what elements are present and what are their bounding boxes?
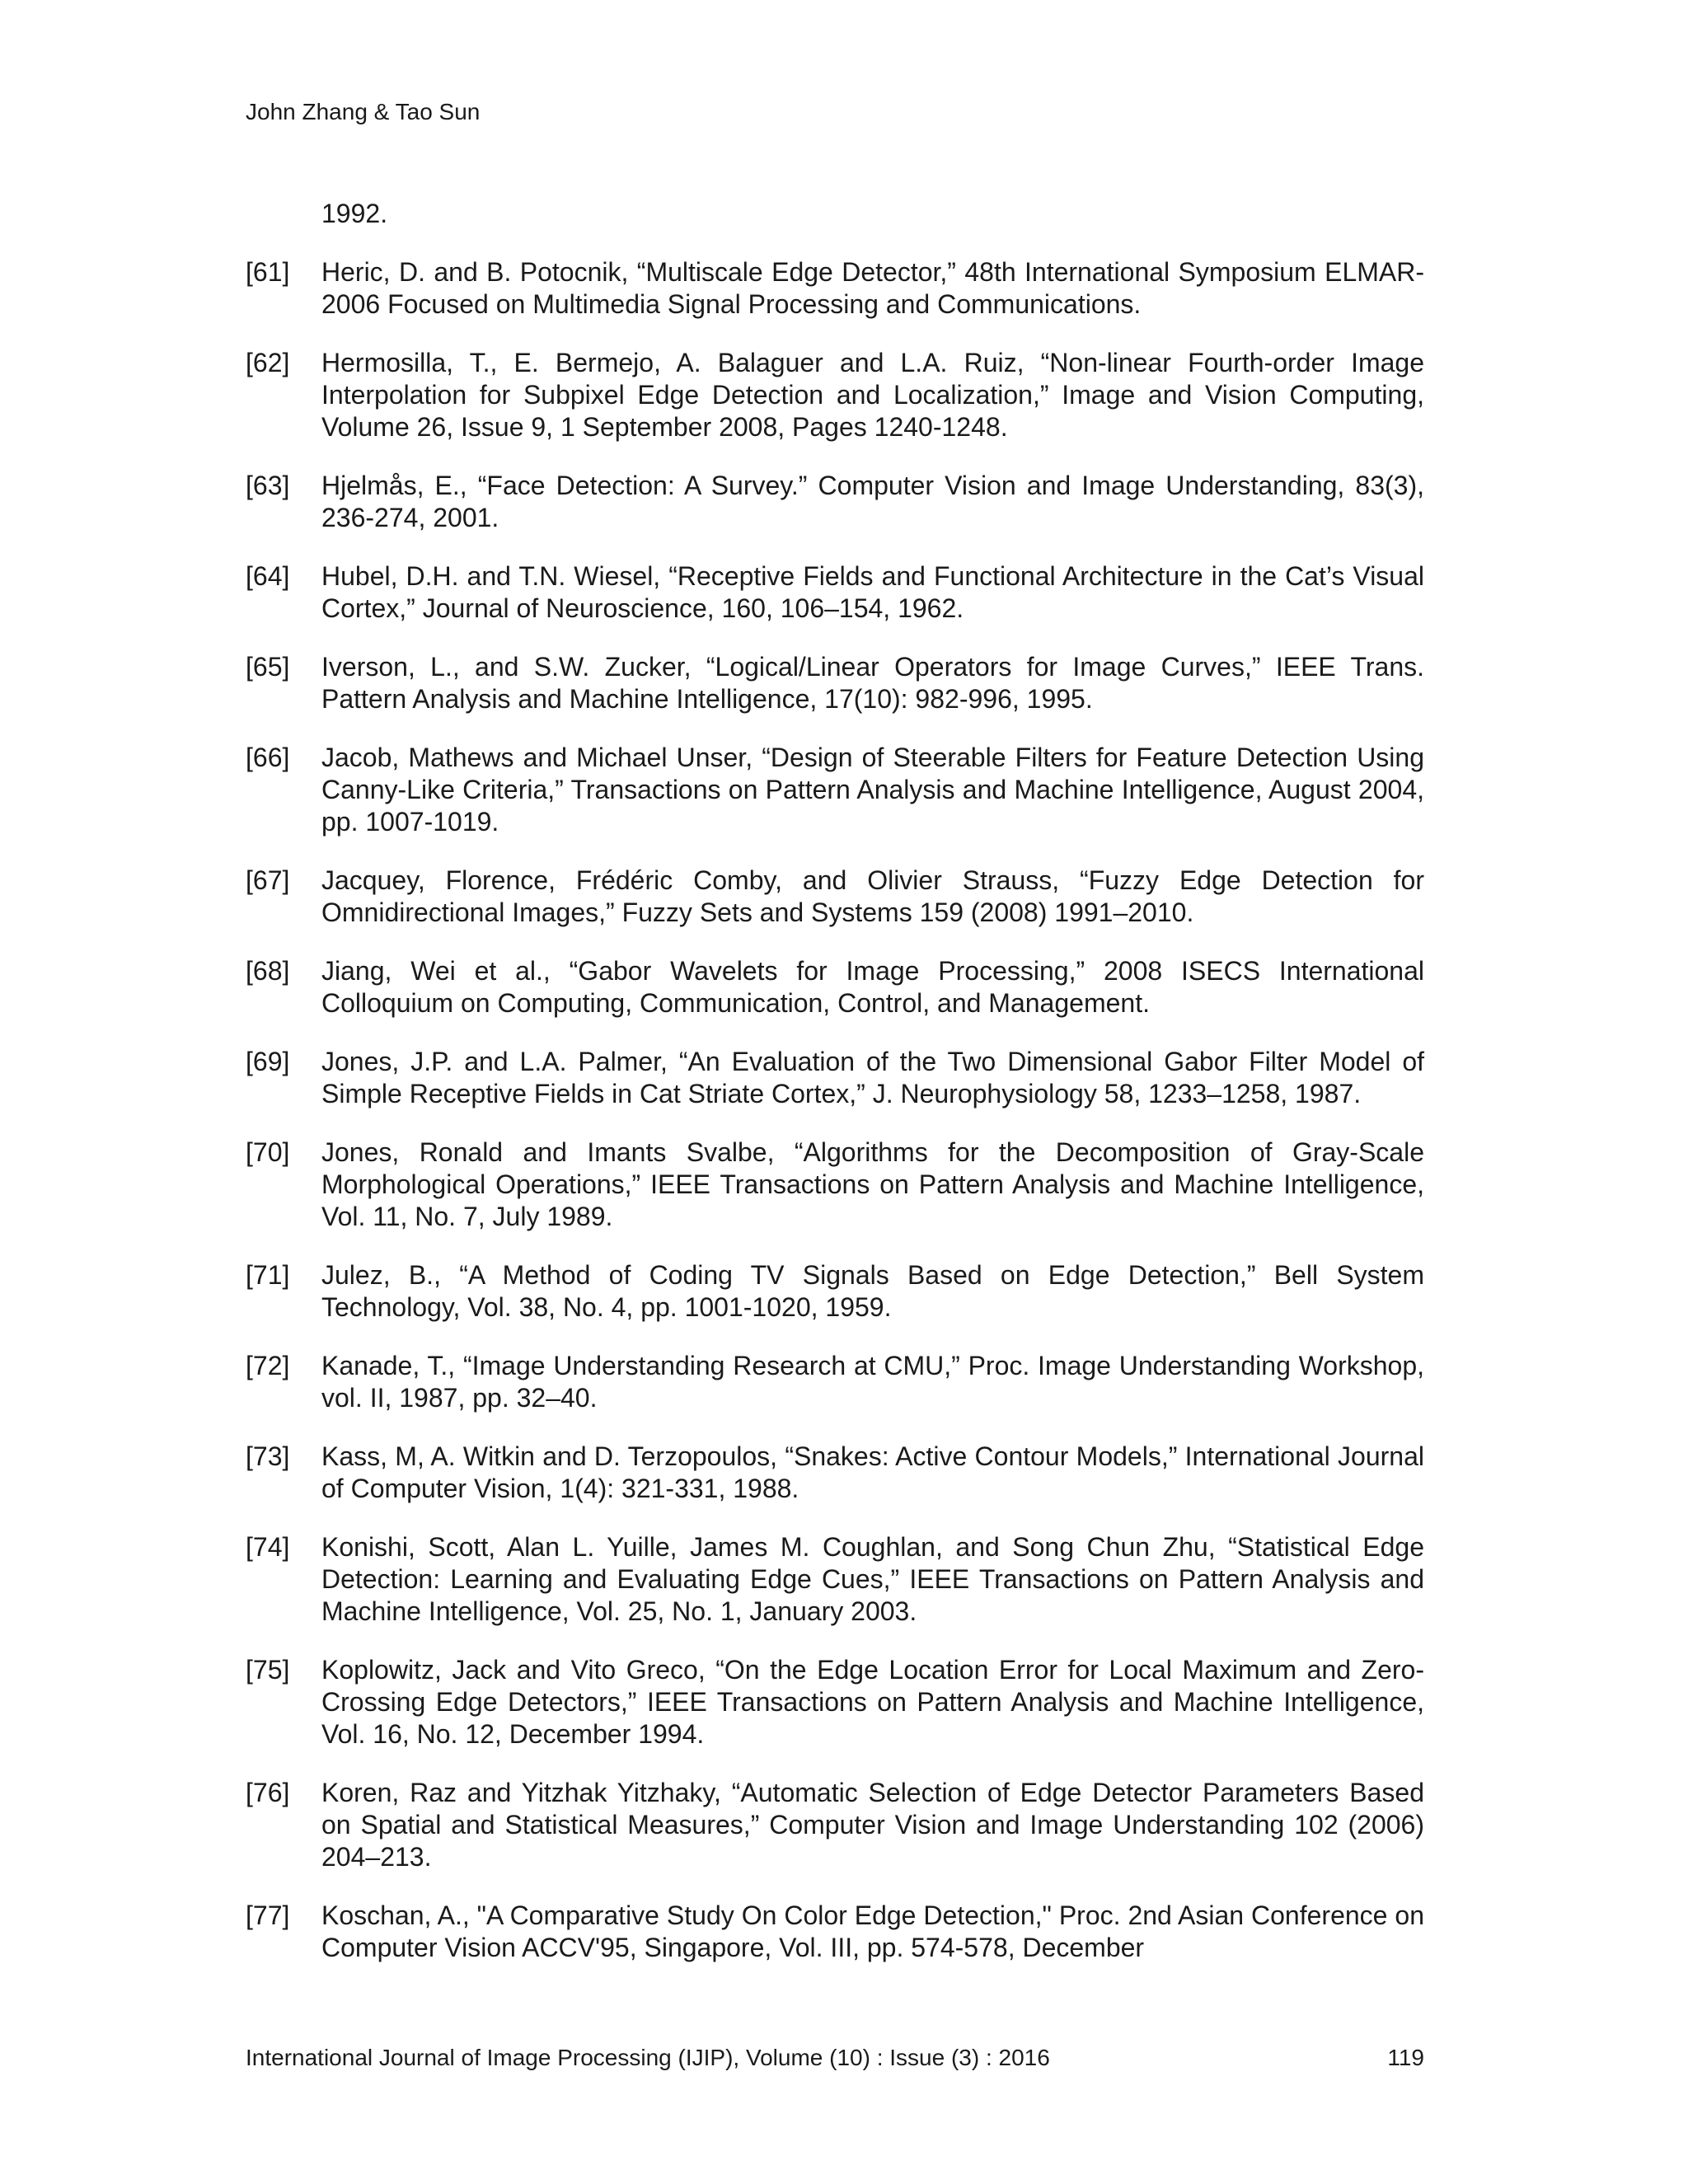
reference-item [246, 1531, 1424, 1628]
reference-item [246, 742, 1424, 838]
reference-item [246, 865, 1424, 929]
reference-number: [70] [246, 1137, 290, 1167]
reference-number: [65] [246, 652, 290, 682]
reference-item [246, 347, 1424, 443]
reference-item [246, 1441, 1424, 1505]
reference-text: Heric, D. and B. Potocnik, “Multiscale Edge Detector,” 48th International Symposium ELMAR-2006 Focused on Multimedia Signal Processing and Communications. [321, 257, 1424, 319]
reference-number: [69] [246, 1047, 290, 1076]
reference-continuation: 1992. [321, 199, 388, 228]
reference-number: [64] [246, 561, 290, 591]
reference-item [246, 560, 1424, 625]
reference-text: Koschan, A., "A Comparative Study On Color Edge Detection," Proc. 2nd Asian Conference on Computer Vision ACCV'95, Singapore, Vol. III, pp. 574-578, December [321, 1900, 1424, 1962]
reference-number: [68] [246, 956, 290, 986]
reference-number: [76] [246, 1778, 290, 1807]
reference-text: Koren, Raz and Yitzhak Yitzhaky, “Automatic Selection of Edge Detector Parameters Based on Spatial and Statistical Measures,” Computer Vision and Image Understanding 102 (2006) 204–213. [321, 1778, 1424, 1872]
reference-text: Jacob, Mathews and Michael Unser, “Design of Steerable Filters for Feature Detection Using Canny-Like Criteria,” Transactions on Pattern Analysis and Machine Intelligence, August 2004, pp. 1007-1019. [321, 743, 1424, 837]
reference-item [246, 1137, 1424, 1233]
reference-item [246, 1900, 1424, 1964]
reference-text: Konishi, Scott, Alan L. Yuille, James M. Coughlan, and Song Chun Zhu, “Statistical Edge Detection: Learning and Evaluating Edge Cues,” IEEE Transactions on Pattern Analysis and Machine Intelligence, Vol. 25, No. 1, January 2003. [321, 1532, 1424, 1626]
reference-text: Jacquey, Florence, Frédéric Comby, and Olivier Strauss, “Fuzzy Edge Detection for Omnidirectional Images,” Fuzzy Sets and Systems 159 (2008) 1991–2010. [321, 865, 1424, 927]
reference-text: Hjelmås, E., “Face Detection: A Survey.” Computer Vision and Image Understanding, 83(3), 236-274, 2001. [321, 471, 1424, 532]
page-number: 119 [1387, 2045, 1424, 2070]
reference-item [246, 1046, 1424, 1110]
reference-text: Kass, M, A. Witkin and D. Terzopoulos, “Snakes: Active Contour Models,” International Journal of Computer Vision, 1(4): 321-331, 1988. [321, 1441, 1424, 1503]
reference-text: Koplowitz, Jack and Vito Greco, “On the Edge Location Error for Local Maximum and Zero-Crossing Edge Detectors,” IEEE Transactions on Pattern Analysis and Machine Intelligence, Vol. 16, No. 12, December 1994. [321, 1655, 1424, 1749]
reference-text: Kanade, T., “Image Understanding Research at CMU,” Proc. Image Understanding Workshop, vol. II, 1987, pp. 32–40. [321, 1351, 1424, 1413]
reference-item [246, 256, 1424, 321]
reference-text: Jiang, Wei et al., “Gabor Wavelets for Image Processing,” 2008 ISECS International Colloquium on Computing, Communication, Control, and Management. [321, 956, 1424, 1018]
reference-list [246, 198, 1424, 1990]
reference-number: [77] [246, 1900, 290, 1930]
reference-text: Hermosilla, T., E. Bermejo, A. Balaguer and L.A. Ruiz, “Non-linear Fourth-order Image Interpolation for Subpixel Edge Detection and Localization,” Image and Vision Computing, Volume 26, Issue 9, 1 September 2008, Pages 1240-1248. [321, 348, 1424, 442]
reference-item [246, 1777, 1424, 1873]
reference-text: Jones, Ronald and Imants Svalbe, “Algorithms for the Decomposition of Gray-Scale Morphological Operations,” IEEE Transactions on Pattern Analysis and Machine Intelligence, Vol. 11, No. 7, July 1989. [321, 1137, 1424, 1231]
reference-item [246, 651, 1424, 715]
reference-number: [63] [246, 471, 290, 500]
reference-number: [62] [246, 348, 290, 377]
reference-number: [74] [246, 1532, 290, 1562]
running-head-authors: John Zhang & Tao Sun [246, 99, 481, 124]
reference-text: Iverson, L., and S.W. Zucker, “Logical/Linear Operators for Image Curves,” IEEE Trans. Pattern Analysis and Machine Intelligence, 17(10): 982-996, 1995. [321, 652, 1424, 714]
reference-number: [67] [246, 865, 290, 895]
reference-text: Jones, J.P. and L.A. Palmer, “An Evaluation of the Two Dimensional Gabor Filter Model of Simple Receptive Fields in Cat Striate Cortex,” J. Neurophysiology 58, 1233–1258, 1987. [321, 1047, 1424, 1108]
page-footer [246, 2043, 1424, 2073]
reference-number: [71] [246, 1260, 290, 1290]
journal-citation: International Journal of Image Processing (IJIP), Volume (10) : Issue (3) : 2016 [246, 2045, 1050, 2070]
reference-number: [61] [246, 257, 290, 287]
reference-text: Hubel, D.H. and T.N. Wiesel, “Receptive Fields and Functional Architecture in the Cat’s Visual Cortex,” Journal of Neuroscience, 160, 106–154, 1962. [321, 561, 1424, 623]
reference-item [246, 470, 1424, 534]
reference-number: [66] [246, 743, 290, 772]
reference-text: Julez, B., “A Method of Coding TV Signals Based on Edge Detection,” Bell System Technology, Vol. 38, No. 4, pp. 1001-1020, 1959. [321, 1260, 1424, 1322]
reference-item [246, 955, 1424, 1019]
reference-item [246, 1259, 1424, 1324]
reference-number: [72] [246, 1351, 290, 1380]
reference-number: [75] [246, 1655, 290, 1685]
reference-item [246, 1350, 1424, 1414]
reference-item [246, 1654, 1424, 1750]
reference-number: [73] [246, 1441, 290, 1471]
